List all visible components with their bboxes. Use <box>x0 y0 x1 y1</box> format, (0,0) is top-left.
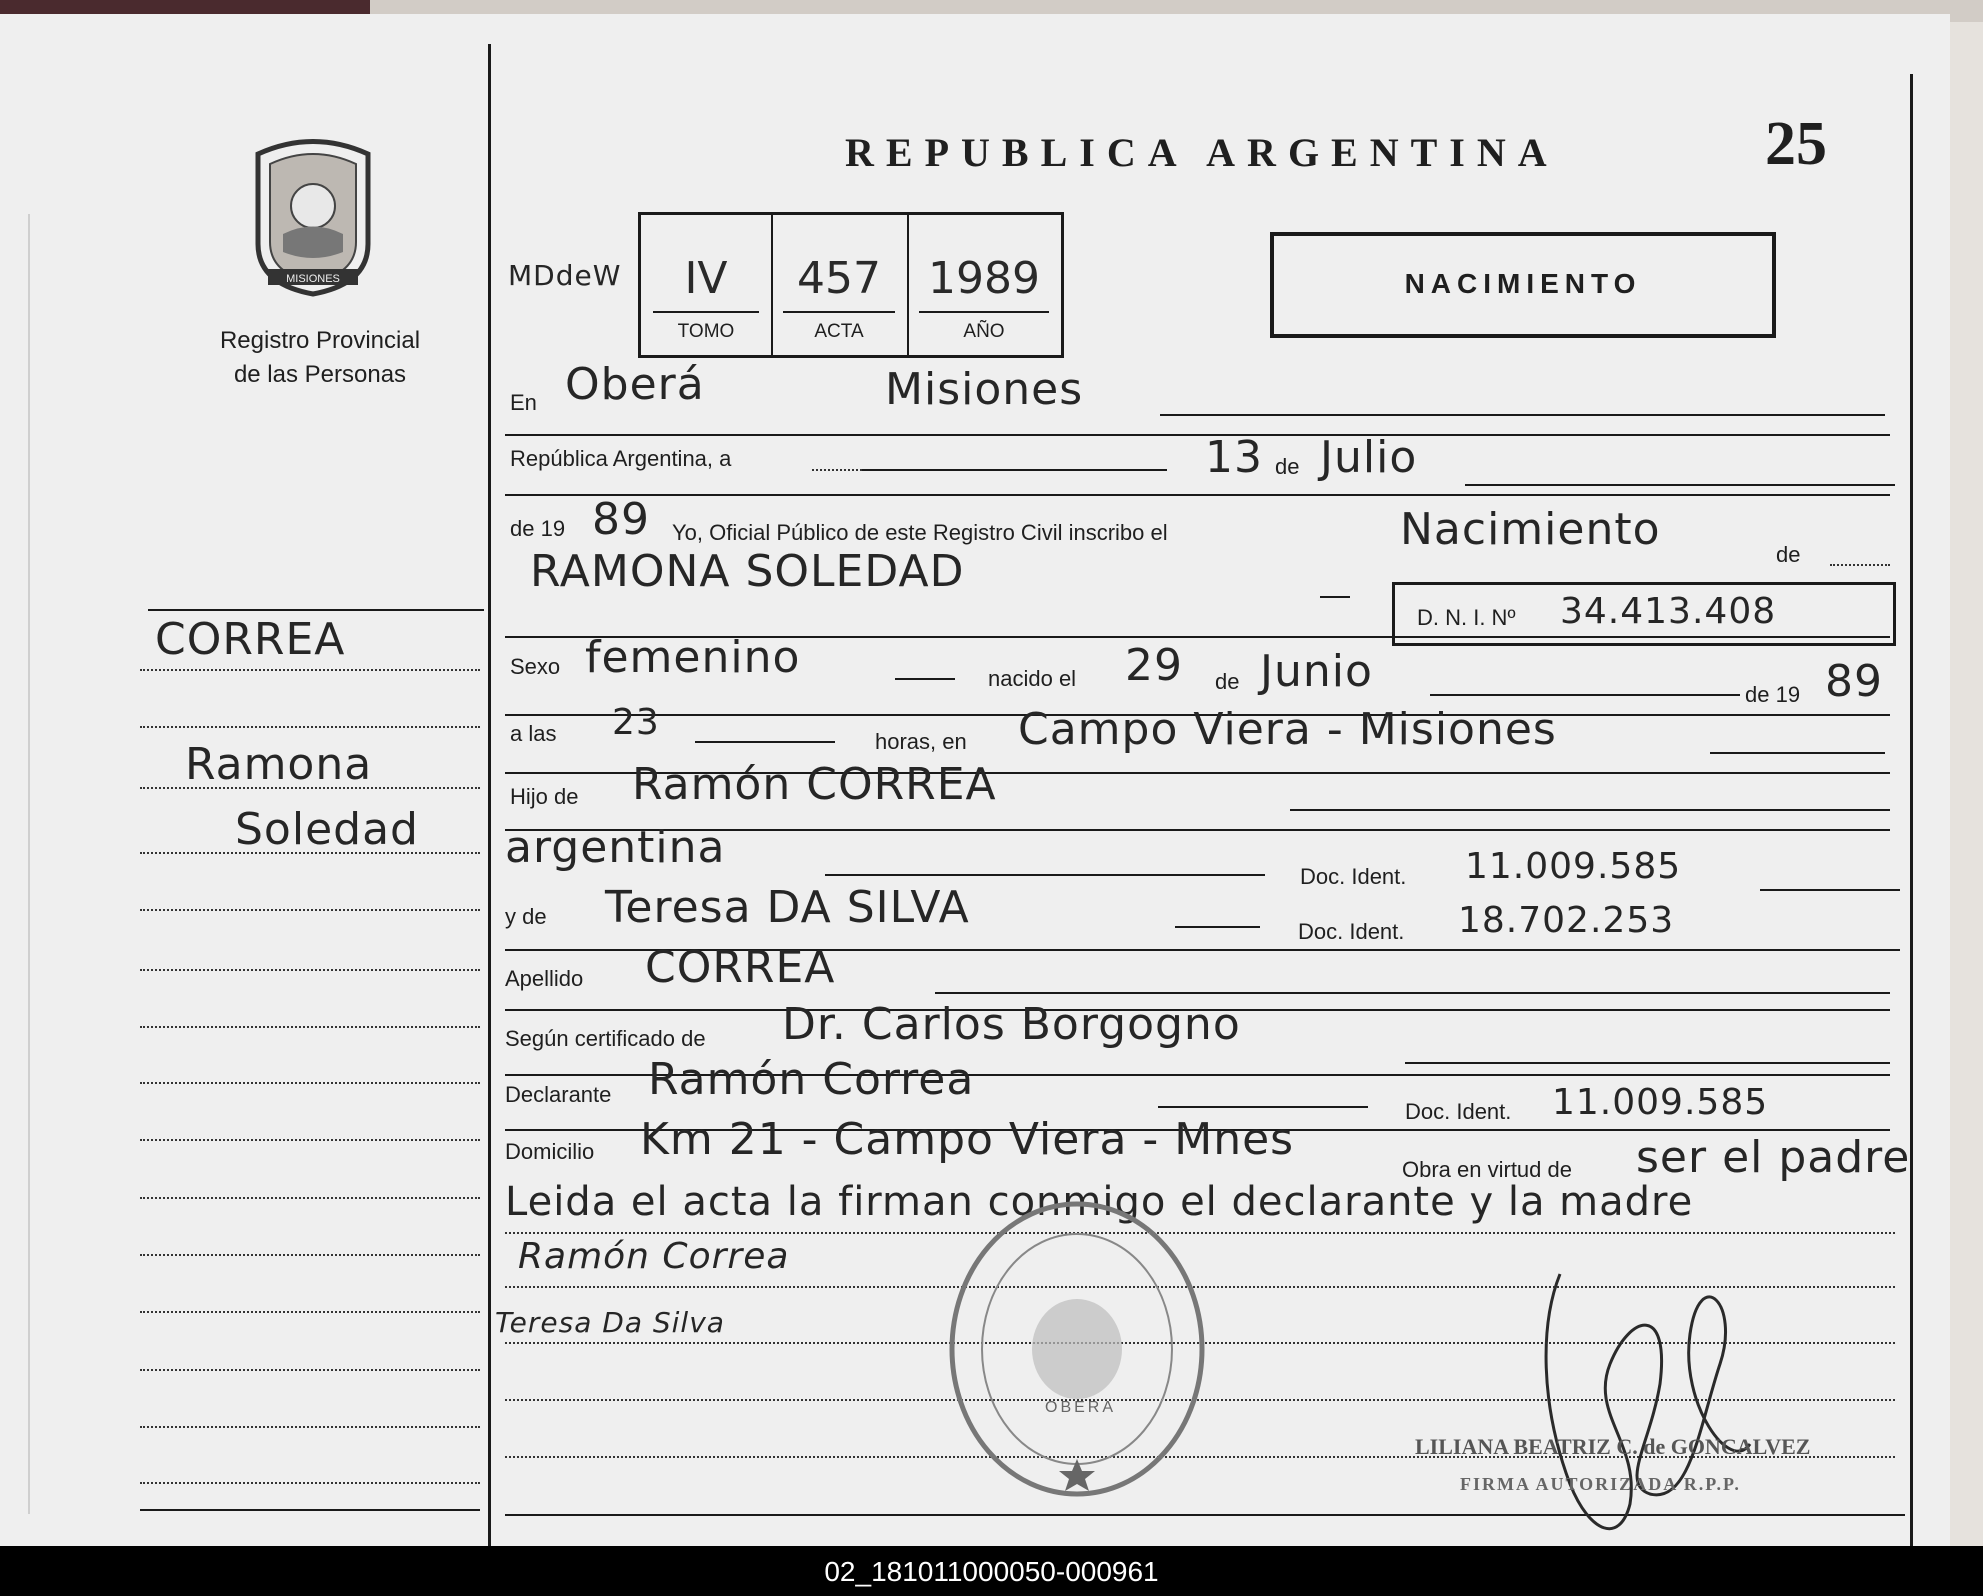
record-box <box>638 212 1064 358</box>
margin-dotline <box>140 1482 480 1484</box>
birth-month: Junio <box>1260 646 1373 697</box>
line <box>1405 1062 1890 1064</box>
margin-dotline <box>140 787 480 789</box>
dotline <box>812 469 862 471</box>
label-yo-oficial: Yo, Oficial Público de este Registro Civil inscribo el <box>672 520 1168 545</box>
label-de: de <box>1215 669 1240 694</box>
line <box>1160 414 1885 416</box>
reg-month: Julio <box>1320 432 1418 483</box>
label-republica: República Argentina, a <box>510 446 732 471</box>
birth-place: Campo Viera - Misiones <box>1018 704 1557 755</box>
record-type: NACIMIENTO <box>1404 268 1642 299</box>
nationality: argentina <box>505 822 726 873</box>
label-a-las: a las <box>510 721 557 746</box>
label-doc-ident-2: Doc. Ident. <box>1298 919 1405 944</box>
birth-year: 89 <box>1825 656 1883 707</box>
acta-value: 457 <box>797 253 881 304</box>
acta-cell <box>771 215 909 355</box>
ano-value: 1989 <box>928 253 1040 304</box>
margin-given1: Ramona <box>185 739 373 790</box>
line <box>1175 926 1260 928</box>
margin-dotline <box>140 726 480 728</box>
margin-bottom-rule <box>140 1509 480 1511</box>
line <box>895 678 955 680</box>
margin-surname: CORREA <box>155 614 346 665</box>
tomo-label: TOMO <box>677 321 735 342</box>
signature-declarant: Ramón Correa <box>518 1236 790 1277</box>
margin-dotline <box>140 669 480 671</box>
address-value: Km 21 - Campo Viera - Mnes <box>640 1114 1295 1165</box>
margin-dotline <box>140 1026 480 1028</box>
rule <box>505 434 1890 436</box>
right-border <box>1910 74 1913 1546</box>
registry-name <box>180 324 460 392</box>
page-number: 25 <box>1765 110 1827 178</box>
margin-dotline <box>140 1426 480 1428</box>
label-de: de <box>1275 454 1300 479</box>
label-obra-virtud: Obra en virtud de <box>1402 1157 1572 1182</box>
image-code: 02_181011000050-000961 <box>824 1556 1159 1587</box>
province-value: Misiones <box>885 364 1084 415</box>
person-name: RAMONA SOLEDAD <box>530 546 965 597</box>
label-en: En <box>510 390 537 415</box>
margin-dotline <box>140 1369 480 1371</box>
page-title: REPUBLICA ARGENTINA <box>845 130 1559 175</box>
label-sexo: Sexo <box>510 654 561 679</box>
signature-mother: Teresa Da Silva <box>495 1306 725 1339</box>
margin-given2: Soledad <box>235 804 419 855</box>
line <box>1320 596 1350 598</box>
binding-fold <box>28 214 36 1514</box>
label-de-19-end: de 19 <box>1745 682 1801 707</box>
birth-day: 29 <box>1125 640 1183 691</box>
margin-dotline <box>140 969 480 971</box>
dni-value: 34.413.408 <box>1560 591 1777 632</box>
line <box>1158 1106 1368 1108</box>
book-cover-edge <box>0 0 370 14</box>
line <box>695 741 835 743</box>
reg-day: 13 <box>1205 432 1263 483</box>
margin-rule <box>148 609 484 611</box>
label-domicilio: Domicilio <box>505 1139 595 1164</box>
mother-name: Teresa DA SILVA <box>605 882 970 933</box>
label-de-19: de 19 <box>510 516 566 541</box>
label-y-de: y de <box>505 904 547 929</box>
dotline <box>1830 564 1890 566</box>
line <box>1465 484 1895 486</box>
event-type: Nacimiento <box>1400 504 1661 555</box>
label-de: de <box>1776 542 1801 567</box>
svg-text:MISIONES: MISIONES <box>286 273 340 285</box>
ano-underline <box>919 311 1049 313</box>
virtue-value: ser el padre <box>1636 1132 1911 1183</box>
label-dni: D. N. I. Nº <box>1417 605 1516 630</box>
reg-year: 89 <box>592 494 650 545</box>
registry-stamp <box>945 1199 1210 1499</box>
margin-dotline <box>140 909 480 911</box>
margin-dotline <box>140 1139 480 1141</box>
declarant-name: Ramón Correa <box>648 1054 975 1105</box>
authority-role: FIRMA AUTORIZADA R.P.P. <box>1460 1474 1741 1494</box>
label-segun-cert: Según certificado de <box>505 1026 706 1051</box>
father-name: Ramón CORREA <box>632 759 997 810</box>
label-doc-ident-3: Doc. Ident. <box>1405 1099 1512 1124</box>
footer-bar <box>0 1546 1983 1596</box>
margin-dotline <box>140 852 480 854</box>
label-declarante: Declarante <box>505 1082 612 1107</box>
provincial-seal-icon <box>238 134 388 299</box>
authority-name: LILIANA BEATRIZ C. de GONCALVEZ <box>1415 1434 1811 1459</box>
declarant-doc: 11.009.585 <box>1552 1082 1769 1123</box>
margin-dotline <box>140 1082 480 1084</box>
tomo-cell <box>641 215 773 355</box>
rule <box>505 494 1890 496</box>
line <box>825 874 1265 876</box>
label-doc-ident: Doc. Ident. <box>1300 864 1407 889</box>
tomo-underline <box>653 311 759 313</box>
label-apellido: Apellido <box>505 966 584 991</box>
sex-value: femenino <box>585 632 801 683</box>
registry-line1: Registro Provincial <box>219 327 421 354</box>
stamp-city: OBERA <box>1045 1399 1117 1416</box>
line <box>935 992 1890 994</box>
margin-dotline <box>140 1311 480 1313</box>
father-doc: 11.009.585 <box>1465 846 1682 887</box>
line <box>862 469 1167 471</box>
tomo-value: IV <box>684 253 728 304</box>
registry-line2: de las Personas <box>233 361 407 388</box>
birth-hour: 23 <box>612 702 660 743</box>
record-type-box <box>1270 232 1776 338</box>
place-value: Oberá <box>565 359 705 410</box>
margin-divider <box>488 44 491 1546</box>
line <box>1430 694 1740 696</box>
official-signature <box>1500 1244 1760 1554</box>
ano-cell <box>907 215 1061 355</box>
label-nacido-el: nacido el <box>988 666 1077 691</box>
line <box>1760 889 1900 891</box>
margin-dotline <box>140 1197 480 1199</box>
acta-label: ACTA <box>814 321 864 342</box>
line <box>1710 752 1885 754</box>
label-hijo-de: Hijo de <box>510 784 579 809</box>
code-prefix: MDdeW <box>508 259 622 292</box>
document-page <box>0 14 1950 1546</box>
label-horas-en: horas, en <box>875 729 967 754</box>
surname-value: CORREA <box>645 942 836 993</box>
mother-doc: 18.702.253 <box>1458 900 1675 941</box>
certificate-by: Dr. Carlos Borgogno <box>782 999 1241 1050</box>
ano-label: AÑO <box>963 321 1005 342</box>
margin-dotline <box>140 1254 480 1256</box>
acta-underline <box>783 311 895 313</box>
closing-statement: Leida el acta la firman conmigo el declarante y la madre <box>505 1179 1694 1225</box>
line <box>1290 809 1890 811</box>
